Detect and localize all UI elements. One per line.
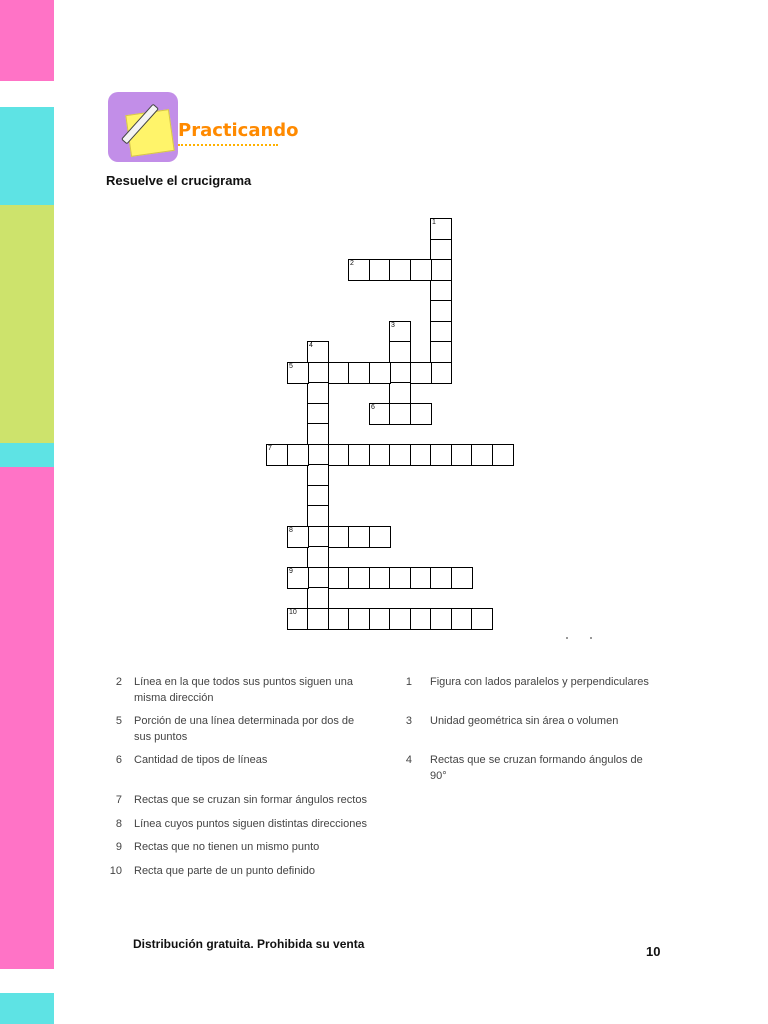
band-pink-main (0, 467, 54, 969)
crossword-cell[interactable] (307, 608, 329, 630)
crossword-cell[interactable] (430, 362, 452, 384)
crossword-cell[interactable] (328, 444, 350, 466)
crossword-cell[interactable] (307, 587, 329, 609)
clue-number-label: 4 (309, 342, 313, 349)
crossword-cell[interactable] (451, 608, 473, 630)
crossword-cell[interactable] (389, 382, 411, 404)
crossword-cell[interactable] (389, 341, 411, 363)
crossword-cell[interactable] (410, 403, 432, 425)
crossword-cell[interactable] (307, 546, 329, 568)
speck (590, 637, 592, 639)
crossword-cell[interactable] (307, 403, 329, 425)
crossword-cell[interactable] (389, 362, 411, 384)
crossword-cell[interactable] (307, 444, 329, 466)
crossword-cell[interactable] (307, 464, 329, 486)
crossword-cell[interactable] (410, 567, 432, 589)
crossword-cell[interactable] (430, 341, 452, 363)
page-number: 10 (646, 944, 661, 959)
band-pink-top (0, 0, 54, 81)
clue-number-label: 6 (371, 404, 375, 411)
crossword-cell[interactable] (389, 444, 411, 466)
crossword-cell[interactable] (348, 362, 370, 384)
practicando-logo (106, 90, 299, 164)
crossword-cell[interactable] (410, 444, 432, 466)
crossword-cell[interactable] (266, 444, 288, 466)
crossword-cell[interactable] (348, 259, 370, 281)
crossword-cell[interactable] (328, 362, 350, 384)
crossword-cell[interactable] (287, 362, 309, 384)
crossword-cell[interactable] (307, 485, 329, 507)
crossword-cell[interactable] (369, 444, 391, 466)
crossword-cell[interactable] (307, 362, 329, 384)
crossword-cell[interactable] (369, 403, 391, 425)
clue-number-label: 7 (268, 445, 272, 452)
crossword-cell[interactable] (348, 608, 370, 630)
crossword-cell[interactable] (369, 362, 391, 384)
clue-number-label: 2 (350, 260, 354, 267)
crossword-cell[interactable] (389, 259, 411, 281)
band-lime (0, 205, 54, 443)
crossword-cell[interactable] (328, 526, 350, 548)
crossword-cell[interactable] (307, 526, 329, 548)
crossword-cell[interactable] (369, 567, 391, 589)
clue-number-label: 9 (289, 568, 293, 575)
crossword-cell[interactable] (389, 321, 411, 343)
crossword-cell[interactable] (430, 321, 452, 343)
crossword-cell[interactable] (369, 526, 391, 548)
crossword-cell[interactable] (348, 444, 370, 466)
band-cyan-1 (0, 107, 54, 205)
crossword-cell[interactable] (430, 608, 452, 630)
crossword-cell[interactable] (430, 300, 452, 322)
crossword-cell[interactable] (307, 382, 329, 404)
crossword-cell[interactable] (287, 526, 309, 548)
clue-number-label: 5 (289, 363, 293, 370)
crossword-cell[interactable] (369, 259, 391, 281)
logo-square (108, 92, 178, 162)
clue-number-label: 3 (391, 322, 395, 329)
clue-number-label: 8 (289, 527, 293, 534)
logo-text: Practicando (178, 120, 299, 141)
crossword-cell[interactable] (430, 567, 452, 589)
crossword-cell[interactable] (430, 280, 452, 302)
crossword-cell[interactable] (307, 341, 329, 363)
crossword-cell[interactable] (369, 608, 391, 630)
clue-number-label: 10 (289, 609, 297, 616)
crossword-cell[interactable] (307, 567, 329, 589)
crossword-cell[interactable] (430, 259, 452, 281)
crossword-cell[interactable] (451, 444, 473, 466)
exercise-title: Resuelve el crucigrama (106, 173, 252, 188)
crossword-cell[interactable] (471, 608, 493, 630)
crossword-cell[interactable] (471, 444, 493, 466)
crossword-cell[interactable] (389, 403, 411, 425)
crossword-cell[interactable] (348, 567, 370, 589)
crossword-cell[interactable] (328, 567, 350, 589)
crossword-cell[interactable] (410, 362, 432, 384)
crossword-cell[interactable] (430, 218, 452, 240)
crossword-cell[interactable] (430, 444, 452, 466)
logo-underline (178, 144, 278, 146)
crossword-cell[interactable] (389, 608, 411, 630)
footer-text: Distribución gratuita. Prohibida su venta (133, 937, 365, 951)
crossword-cell[interactable] (492, 444, 514, 466)
crossword-cell[interactable] (328, 608, 350, 630)
clue-number-label: 1 (432, 219, 436, 226)
band-cyan-bottom (0, 993, 54, 1024)
band-cyan-2 (0, 443, 54, 467)
crossword-cell[interactable] (389, 567, 411, 589)
crossword-cell[interactable] (287, 444, 309, 466)
crossword-cell[interactable] (410, 259, 432, 281)
crossword-cell[interactable] (307, 505, 329, 527)
speck (566, 637, 568, 639)
crossword-cell[interactable] (451, 567, 473, 589)
crossword-cell[interactable] (287, 608, 309, 630)
crossword-cell[interactable] (287, 567, 309, 589)
crossword-cell[interactable] (410, 608, 432, 630)
crossword-cell[interactable] (348, 526, 370, 548)
crossword-cell[interactable] (307, 423, 329, 445)
crossword-cell[interactable] (430, 239, 452, 261)
